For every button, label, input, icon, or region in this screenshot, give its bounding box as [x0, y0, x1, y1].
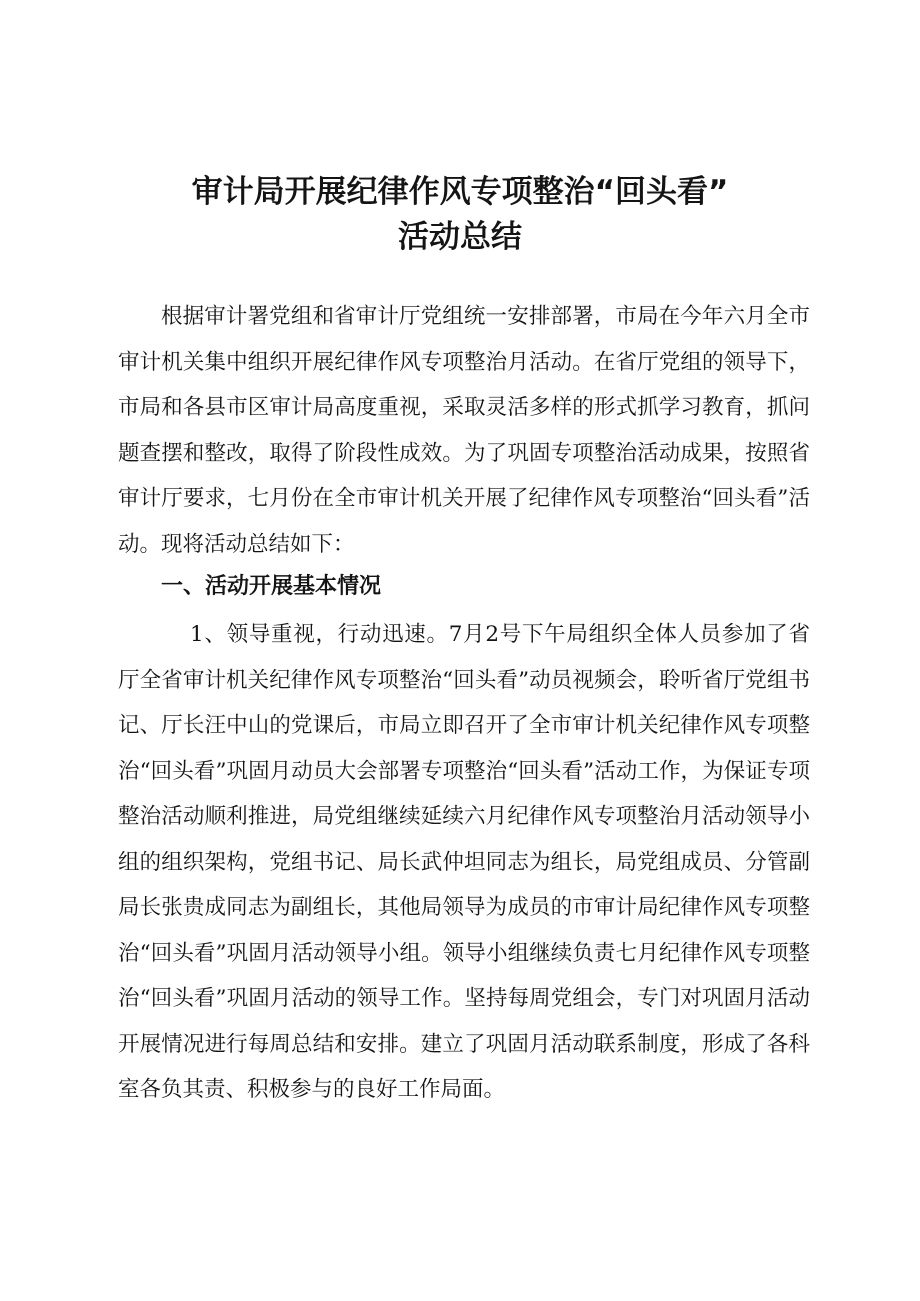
section-heading-1: 一、活动开展基本情况	[161, 574, 382, 599]
intro-paragraph: 根据审计署党组和省审计厅党组统一安排部署，市局在今年六月全市审计机关集中组织开展纪律作风专项整治月活动。在省厅党组的领导下，市局和各县市区审计局高度重视，采取灵活多样的形式抓学习教育，抓问题查摆和整改，取得了阶段性成效。为了巩固专项整治活动成果，按照省审计厅要求，七月份在全市审计机关开展了纪律作风专项整治“回头看”活动。现将活动总结如下：	[118, 304, 810, 557]
section-1-paragraph-1: 1、领导重视，行动迅速。7月2号下午局组织全体人员参加了省厅全省审计机关纪律作风专项整治“回头看”动员视频会，聆听省厅党组书记、厅长汪中山的党课后，市局立即召开了全市审计机关纪律作风专项整治“回头看”巩固月动员大会部署专项整治“回头看”活动工作，为保证专项整治活动顺利推进，局党组继续延续六月纪律作风专项整治月活动领导小组的组织架构，党组书记、局长武仲坦同志为组长，局党组成员、分管副局长张贵成同志为副组长，其他局领导为成员的市审计局纪律作风专项整治“回头看”巩固月活动领导小组。领导小组继续负责七月纪律作风专项整治“回头看”巩固月活动的领导工作。坚持每周党组会，专门对巩固月活动开展情况进行每周总结和安排。建立了巩固月活动联系制度，形成了各科室各负其责、积极参与的良好工作局面。	[118, 622, 810, 1102]
document-title-line-1: 审计局开展纪律作风专项整治“回头看”	[191, 174, 729, 210]
document-title-line-2: 活动总结	[398, 219, 522, 255]
